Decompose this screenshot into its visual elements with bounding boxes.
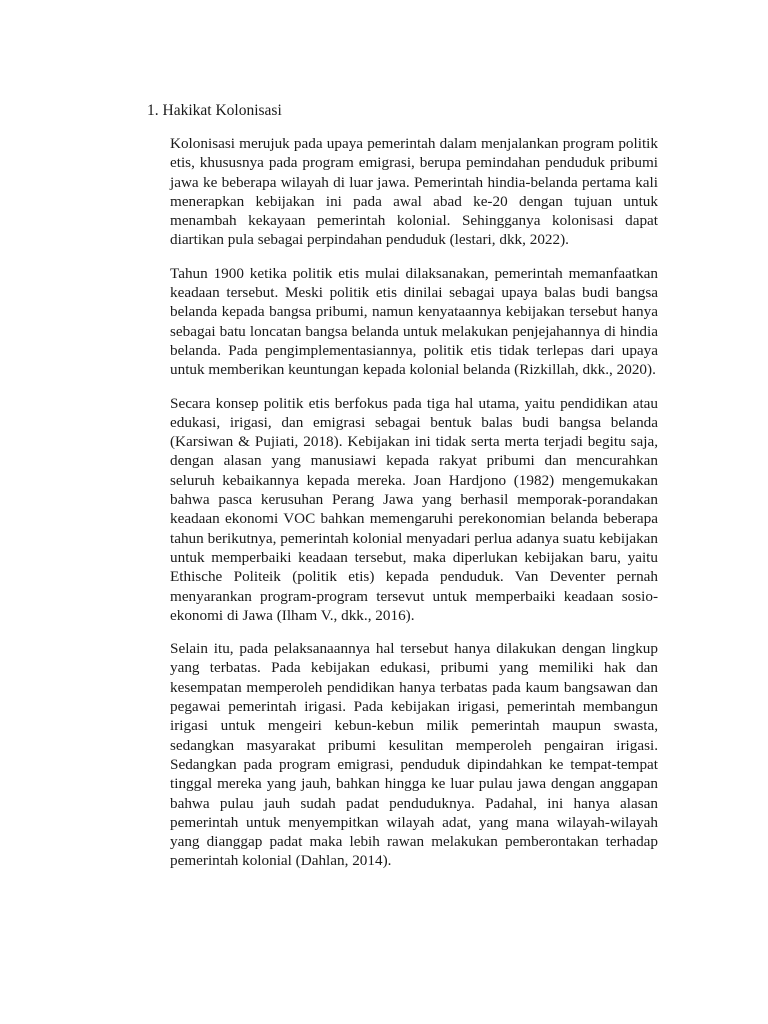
section-title: Hakikat Kolonisasi xyxy=(162,102,282,119)
section-body xyxy=(170,134,658,885)
paragraph: Kolonisasi merujuk pada upaya pemerintah dalam menjalankan program politik etis, khususnya pada program emigrasi, berupa pemindahan penduduk pribumi jawa ke beberapa wilayah di luar jawa. Pemerintah hindia-belanda pertama kali menerapkan kebijakan ini pada awal abad ke-20 dengan tujuan untuk menambah kekayaan pemerintah kolonial. Sehingganya kolonisasi dapat diartikan pula sebagai perpindahan penduduk (lestari, dkk, 2022). xyxy=(170,135,658,249)
paragraph: Secara konsep politik etis berfokus pada tiga hal utama, yaitu pendidikan atau edukasi, irigasi, dan emigrasi sebagai bentuk balas budi bangsa belanda (Karsiwan & Pujiati, 2018). Kebijakan ini tidak serta merta terjadi begitu saja, dengan alasan yang manusiawi kepada rakyat pribumi dan mencurahkan seluruh kebaikannya kepada mereka. Joan Hardjono (1982) mengemukakan bahwa pasca kerusuhan Perang Jawa yang berhasil memporak-porandakan keadaan ekonomi VOC bahkan memengaruhi perekonomian belanda beberapa tahun berikutnya, pemerintah kolonial menyadari perlua adanya suatu kebijakan untuk memperbaiki keadaan tersebut, maka diperlukan kebijakan baru, yaitu Ethische Politeik (politik etis) kepada penduduk. Van Deventer pernah menyarankan program-program tersevut untuk memperbaiki keadaan sosio-ekonomi di Jawa (Ilham V., dkk., 2016). xyxy=(170,394,658,624)
section-heading xyxy=(147,101,282,120)
section-number: 1. xyxy=(147,102,159,119)
paragraph: Tahun 1900 ketika politik etis mulai dilaksanakan, pemerintah memanfaatkan keadaan tersebut. Meski politik etis dinilai sebagai upaya balas budi bangsa belanda kepada bangsa pribumi, namun kenyataannya kebijakan tersebut hanya sebagai batu loncatan bangsa belanda untuk melakukan penjejahannya di hindia belanda. Pada pengimplementasiannya, politik etis tidak terlepas dari upaya untuk memberikan keuntungan kepada kolonial belanda (Rizkillah, dkk., 2020). xyxy=(170,264,658,379)
paragraph: Selain itu, pada pelaksanaannya hal tersebut hanya dilakukan dengan lingkup yang terbatas. Pada kebijakan edukasi, pribumi yang memiliki hak dan kesempatan memperoleh pendidikan hanya terbatas pada kaum bangsawan dan pegawai pemerintah irigasi. Pada kebijakan irigasi, pemerintah membangun irigasi untuk mengeiri kebun-kebun milik pemerintah maupun swasta, sedangkan masyarakat pribumi kesulitan memperoleh pengairan irigasi. Sedangkan pada program emigrasi, penduduk dipindahkan ke tempat-tempat tinggal mereka yang jauh, bahkan hingga ke luar pulau jawa dengan anggapan bahwa pulau jauh sudah padat penduduknya. Padahal, ini hanya alasan pemerintah untuk menyempitkan wilayah adat, yang mana wilayah-wilayah yang dianggap padat maka lebih rawan melakukan pemberontakan terhadap pemerintah kolonial (Dahlan, 2014). xyxy=(170,640,658,870)
